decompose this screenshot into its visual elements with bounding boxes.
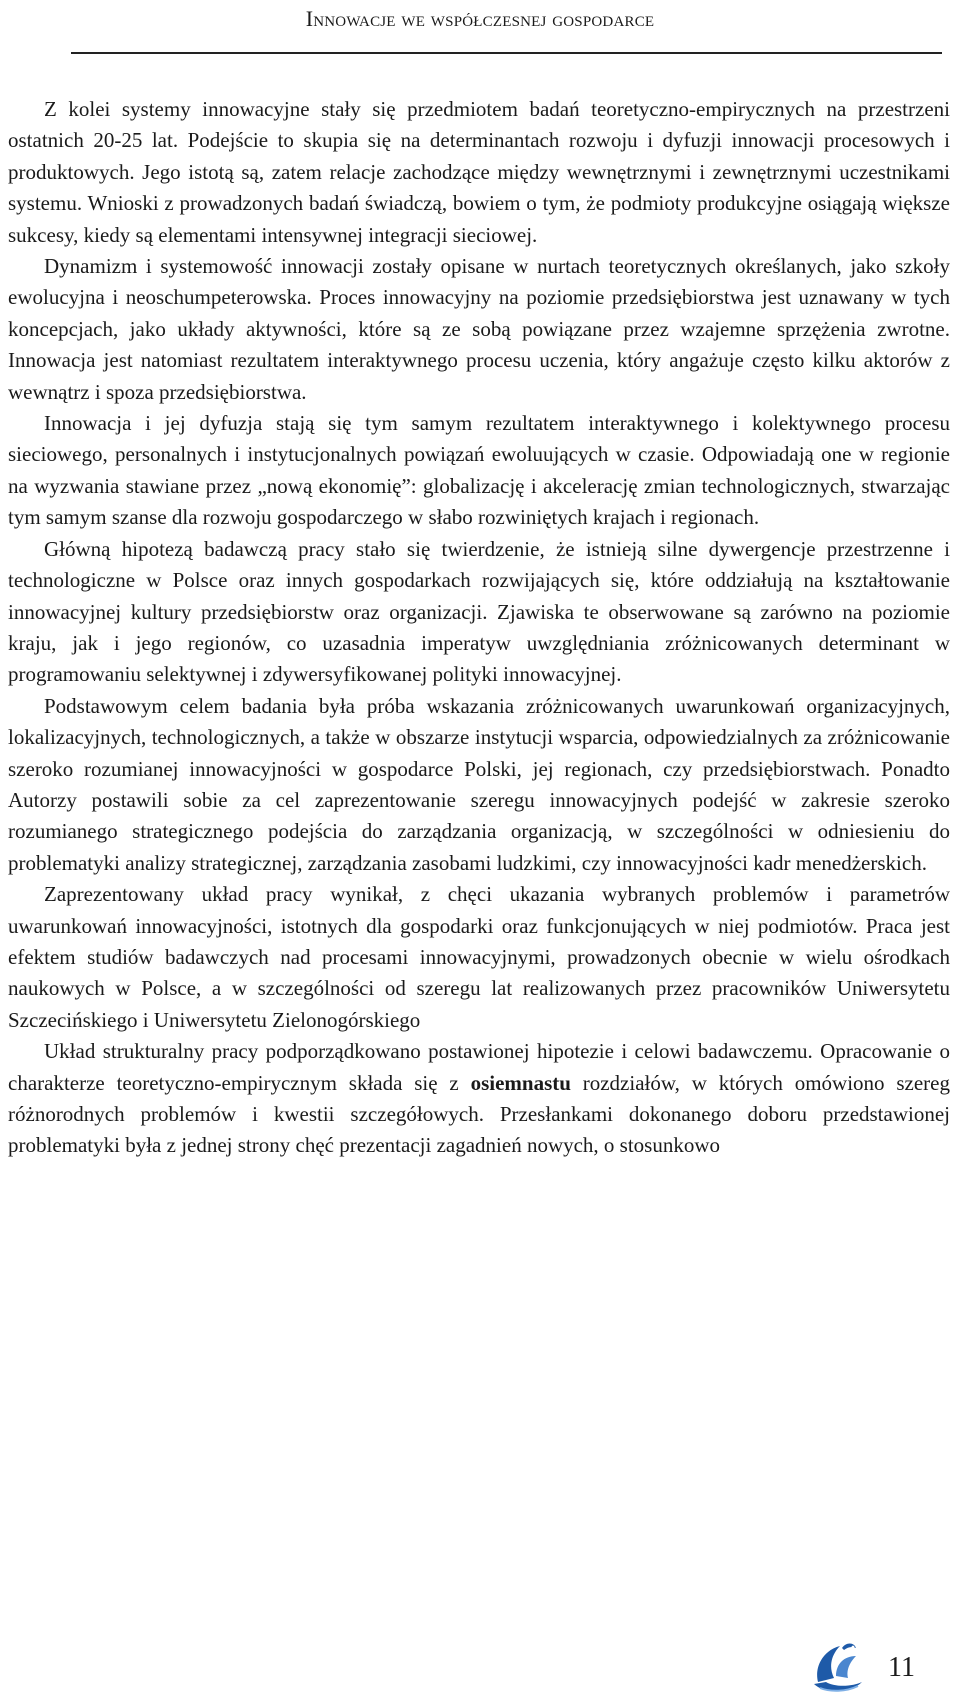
paragraph: Podstawowym celem badania była próba wskazania zróżnicowanych uwarunkowań organizacyjnych, lokalizacyjnych, technologicznych, a także w obszarze instytucji wsparcia, odpowiedzialnych za zróżnicowanie szeroko rozumianej innowacyjności w gospodarce Polski, jej regionach, czy przedsiębiorstwach. Ponadto Autorzy postawili sobie za cel zaprezentowanie szeregu innowacyjnych podejść w zakresie szeroko rozumianego strategicznego podejścia do zarządzania organizacją, w szczególności w odniesieniu do problematyki analizy strategicznej, zarządzania zasobami ludzkimi, czy innowacyjności kadr menedżerskich.: [8, 693, 950, 875]
paragraph-last-start: Układ strukturalny pracy podporządkowano postawionej hipotezie i celowi badawczemu. Opracowanie o charakterze teoretyczno-empirycznym składa się z: [8, 1039, 950, 1095]
paragraph: Innowacja i jej dyfuzja stają się tym samym rezultatem interaktywnego i kolektywnego procesu sieciowego, personalnych i instytucjonalnych powiązań ewoluujących w czasie. Odpowiadają one w regionie na wyzwania stawiane przez „nową ekonomię”: globalizację i akcelerację zmian technologicznych, stwarzając tym samym szanse dla rozwoju gospodarczego w słabo rozwiniętych krajach i regionach.: [8, 411, 950, 530]
paragraph-last: [8, 1036, 950, 1162]
paragraph-last-bold: osiemnastu: [470, 1070, 571, 1095]
running-header: Innowacje we współczesnej gospodarce: [305, 6, 655, 31]
swan-logo-icon: [806, 1636, 868, 1698]
page-number: 11: [888, 1652, 915, 1683]
header-rule: [71, 52, 942, 54]
body-text: [8, 94, 950, 1162]
paragraph: Dynamizm i systemowość innowacji zostały opisane w nurtach teoretycznych określanych, jako szkoły ewolucyjna i neoschumpeterowska. Proces innowacyjny na poziomie przedsiębiorstwa jest uznawany w tych koncepcjach, jako układy aktywności, które są ze sobą powiązane przez wzajemne sprzężenia zwrotne. Innowacja jest natomiast rezultatem interaktywnego procesu uczenia, który angażuje często kilku aktorów z wewnątrz i spoza przedsiębiorstwa.: [8, 254, 950, 404]
paragraph: Główną hipotezą badawczą pracy stało się twierdzenie, że istnieją silne dywergencje przestrzenne i technologiczne w Polsce oraz innych gospodarkach rozwijających się, które oddziałują na kształtowanie innowacyjnej kultury przedsiębiorstw oraz organizacji. Zjawiska te obserwowane są zarówno na poziomie kraju, jak i jego regionów, co uzasadnia imperatyw uwzględniania zróżnicowanych determinant w programowaniu selektywnej i zdywersyfikowanej polityki innowacyjnej.: [8, 536, 950, 687]
paragraph: Z kolei systemy innowacyjne stały się przedmiotem badań teoretyczno-empirycznych na przestrzeni ostatnich 20-25 lat. Podejście to skupia się na determinantach rozwoju i dyfuzji innowacji procesowych i produktowych. Jego istotą są, zatem relacje zachodzące między wewnętrznymi i zewnętrznymi uczestnikami systemu. Wnioski z prowadzonych badań świadczą, bowiem o tym, że podmioty produkcyjne osiągają większe sukcesy, kiedy są elementami intensywnej integracji sieciowej.: [8, 97, 950, 247]
paragraph-last-end: rozdziałów, w których omówiono szereg różnorodnych problemów i kwestii szczegółowych. Przesłankami dokonanego doboru przedstawionej problematyki była z jednej strony chęć prezentacji zagadnień nowych, o stosunkowo: [8, 1070, 950, 1158]
paragraph: Zaprezentowany układ pracy wynikał, z chęci ukazania wybranych problemów i parametrów uwarunkowań innowacyjności, istotnych dla gospodarki oraz funkcjonujących w niej podmiotów. Praca jest efektem studiów badawczych nad procesami innowacyjnymi, prowadzonych obecnie w wielu ośrodkach naukowych w Polsce, a w szczególności od szeregu lat realizowanych przez pracowników Uniwersytetu Szczecińskiego i Uniwersytetu Zielonogórskiego: [8, 882, 950, 1032]
